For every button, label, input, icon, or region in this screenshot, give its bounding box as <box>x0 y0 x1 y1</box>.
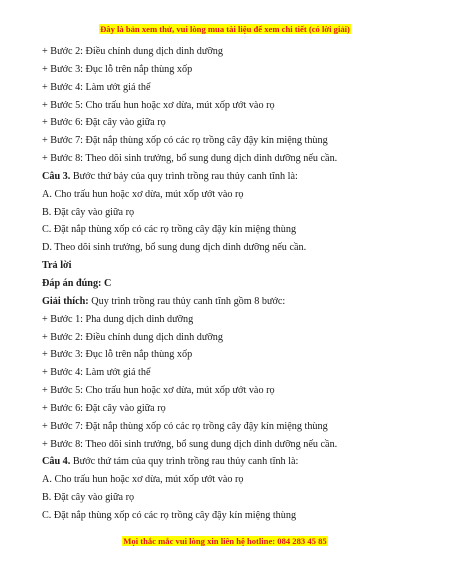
step-line: + Bước 4: Làm ướt giá thể <box>42 367 151 379</box>
question-4 <box>42 453 422 471</box>
step-line: + Bước 4: Làm ướt giá thể <box>42 81 151 93</box>
step-line: + Bước 5: Cho trấu hun hoặc xơ dừa, mút xốp ướt vào rọ <box>42 99 275 111</box>
hotline-notice-banner <box>0 536 450 546</box>
question-4-option-c: C. Đặt nắp thùng xốp có các rọ trồng cây đậy kín miệng thùng <box>42 509 297 521</box>
preview-notice-banner <box>0 24 450 34</box>
step-line: + Bước 7: Đặt nắp thùng xốp có các rọ trồng cây đậy kín miệng thùng <box>42 420 328 432</box>
explanation-text: Quy trình trồng rau thủy canh tĩnh gồm 8 bước: <box>88 295 286 307</box>
explanation <box>42 293 422 311</box>
answer-heading: Trả lời <box>42 260 72 272</box>
step-line: + Bước 2: Điều chỉnh dung dịch dinh dưỡng <box>42 331 223 343</box>
step-line: + Bước 3: Đục lỗ trên nắp thùng xốp <box>42 349 193 361</box>
step-line: + Bước 6: Đặt cây vào giữa rọ <box>42 402 166 414</box>
question-3-option-d: D. Theo dõi sinh trưởng, bổ sung dung dịch dinh dưỡng nếu cần. <box>42 242 307 254</box>
question-3-option-a: A. Cho trấu hun hoặc xơ dừa, mút xốp ướt vào rọ <box>42 188 244 200</box>
question-3-text: Bước thứ bảy của quy trình trồng rau thủy canh tĩnh là: <box>70 170 298 182</box>
step-line: + Bước 5: Cho trấu hun hoặc xơ dừa, mút xốp ướt vào rọ <box>42 385 275 397</box>
document-body <box>42 43 422 525</box>
step-line: + Bước 6: Đặt cây vào giữa rọ <box>42 117 166 129</box>
preview-notice-text: Đây là bản xem thử, vui lòng mua tài liệu để xem chi tiết (có lời giải) <box>100 24 350 34</box>
question-3-option-c: C. Đặt nắp thùng xốp có các rọ trồng cây đậy kín miệng thùng <box>42 224 297 236</box>
question-4-label: Câu 4. <box>42 456 71 468</box>
step-line: + Bước 3: Đục lỗ trên nắp thùng xốp <box>42 63 193 75</box>
step-line: + Bước 8: Theo dõi sinh trưởng, bổ sung dung dịch dinh dưỡng nếu cần. <box>42 438 338 450</box>
step-line: + Bước 1: Pha dung dịch dinh dưỡng <box>42 313 194 325</box>
question-4-option-b: B. Đặt cây vào giữa rọ <box>42 492 135 504</box>
hotline-notice-text: Mọi thắc mắc vui lòng xin liên hệ hotline: 084 283 45 85 <box>123 536 327 546</box>
step-line: + Bước 8: Theo dõi sinh trưởng, bổ sung dung dịch dinh dưỡng nếu cần. <box>42 153 338 165</box>
question-3-option-b: B. Đặt cây vào giữa rọ <box>42 206 135 218</box>
correct-answer: Đáp án đúng: C <box>42 277 112 289</box>
step-line: + Bước 2: Điều chỉnh dung dịch dinh dưỡng <box>42 46 223 57</box>
question-3 <box>42 168 422 186</box>
question-3-label: Câu 3. <box>42 170 71 182</box>
step-line: + Bước 7: Đặt nắp thùng xốp có các rọ trồng cây đậy kín miệng thùng <box>42 135 328 147</box>
question-4-option-a: A. Cho trấu hun hoặc xơ dừa, mút xốp ướt vào rọ <box>42 474 244 486</box>
explanation-label: Giải thích: <box>42 295 89 307</box>
question-4-text: Bước thứ tám của quy trình trồng rau thủy canh tĩnh là: <box>70 456 299 468</box>
